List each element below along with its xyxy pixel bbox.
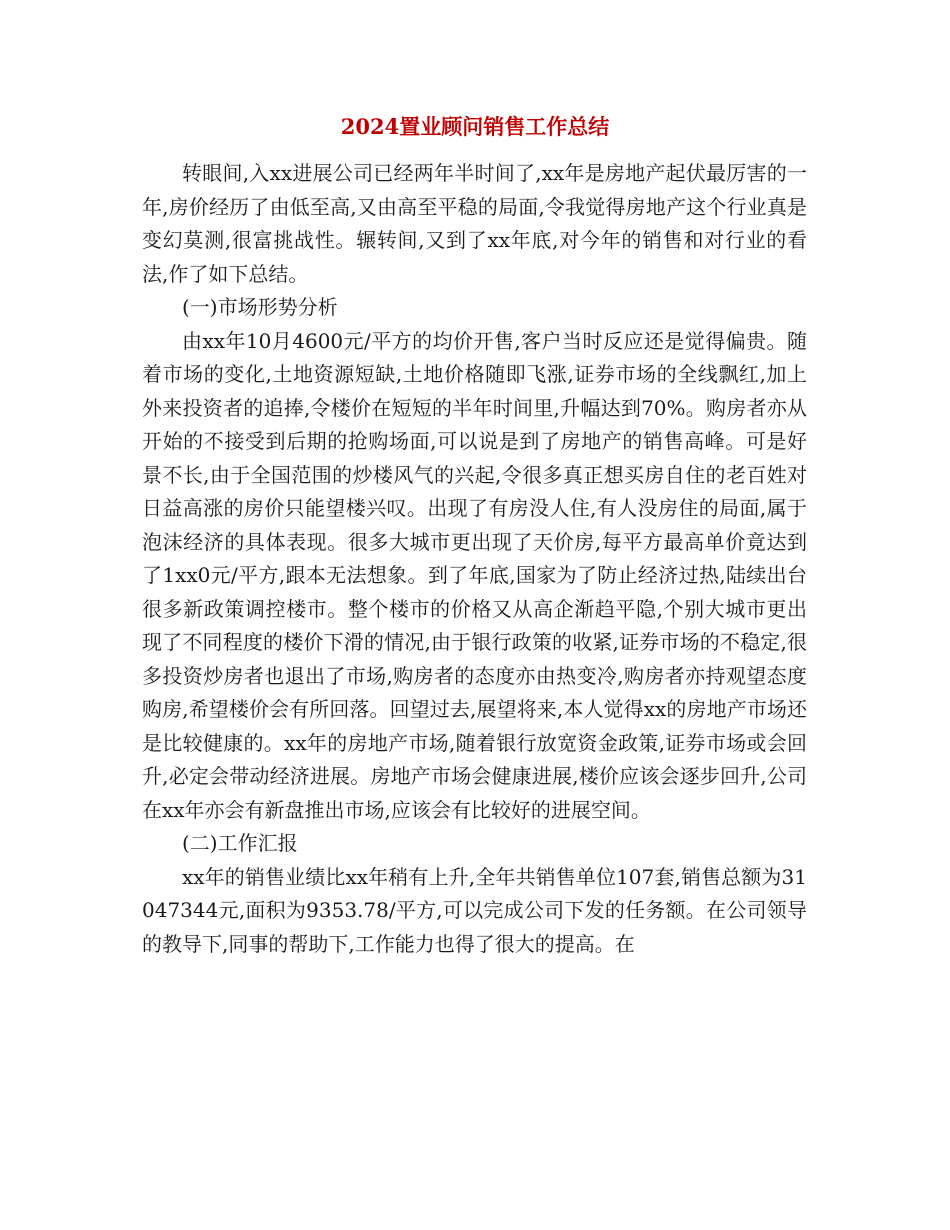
work-report-paragraph: xx年的销售业绩比xx年稍有上升,全年共销售单位107套,销售总额为31047344元,面积为9353.78/平方,可以完成公司下发的任务额。在公司领导的教导下,同事的帮助下,工作能力也得了很大的提高。在 bbox=[142, 864, 807, 956]
section-heading-market-analysis: (一)市场形势分析 bbox=[182, 295, 338, 319]
section-heading-work-report: (二)工作汇报 bbox=[182, 831, 298, 855]
document-title: 2024置业顾问销售工作总结 bbox=[340, 114, 610, 139]
document-body bbox=[142, 157, 807, 961]
intro-paragraph: 转眼间,入xx进展公司已经两年半时间了,xx年是房地产起伏最厉害的一年,房价经历了由低至高,又由高至平稳的局面,令我觉得房地产这个行业真是变幻莫测,很富挑战性。辗转间,又到了xx年底,对今年的销售和对行业的看法,作了如下总结。 bbox=[142, 161, 807, 286]
market-analysis-paragraph: 由xx年10月4600元/平方的均价开售,客户当时反应还是觉得偏贵。随着市场的变化,土地资源短缺,土地价格随即飞涨,证券市场的全线飘红,加上外来投资者的追捧,令楼价在短短的半年时间里,升幅达到70%。购房者亦从开始的不接受到后期的抢购场面,可以说是到了房地产的销售高峰。可是好景不长,由于全国范围的炒楼风气的兴起,令很多真正想买房自住的老百姓对日益高涨的房价只能望楼兴叹。出现了有房没人住,有人没房住的局面,属于泡沫经济的具体表现。很多大城市更出现了天价房,每平方最高单价竟达到了1xx0元/平方,跟本无法想象。到了年底,国家为了防止经济过热,陆续出台很多新政策调控楼市。整个楼市的价格又从高企渐趋平隐,个别大城市更出现了不同程度的楼价下滑的情况,由于银行政策的收紧,证券市场的不稳定,很多投资炒房者也退出了市场,购房者的态度亦由热变冷,购房者亦持观望态度购房,希望楼价会有所回落。回望过去,展望将来,本人觉得xx的房地产市场还是比较健康的。xx年的房地产市场,随着银行放宽资金政策,证券市场或会回升,必定会带动经济进展。房地产市场会健康进展,楼价应该会逐步回升,公司在xx年亦会有新盘推出市场,应该会有比较好的进展空间。 bbox=[142, 328, 807, 822]
